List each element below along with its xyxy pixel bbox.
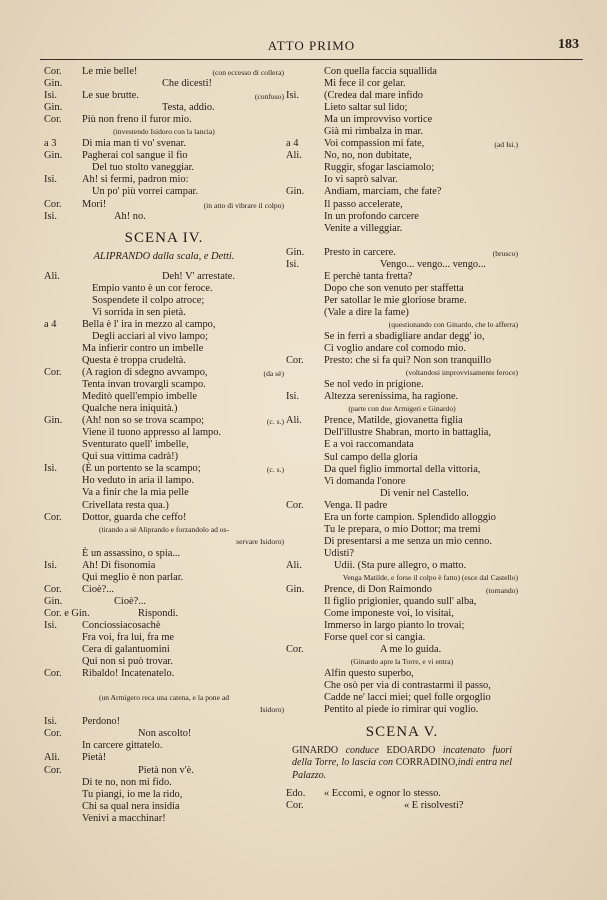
- verse-line: Empio vanto è un cor feroce.: [92, 282, 213, 294]
- verse-line: [286, 235, 518, 247]
- verse-line: Pentito al piede io rimirar qui voglio.: [324, 704, 479, 716]
- verse-line: Ali. Deh! V' arrestate.: [44, 270, 235, 282]
- stage-direction: (voltandosi improvvisamente feroce): [405, 368, 518, 378]
- verse-line: Dopo che son venuto per staffetta: [324, 282, 464, 294]
- verse-line: Tenta invan trovargli scampo.: [82, 379, 206, 391]
- verse-line: Vi domanda l'onore: [324, 475, 406, 487]
- verse-line: Ali. No, no, non dubitate,: [286, 150, 412, 162]
- verse-line: Come imponeste voi, lo visitai,: [324, 608, 454, 620]
- verse-line: a 4 Bella è l' ira in mezzo al campo,: [44, 318, 216, 330]
- verse-line: E perchè tanta fretta?: [324, 270, 413, 282]
- verse-line: Cor. A me lo guida.: [286, 644, 442, 656]
- verse-line: Un po' più vorrei campar.: [92, 186, 199, 198]
- verse-line: Alfin questo superbo,: [324, 668, 414, 680]
- verse-line: a 4 Voi compassion mi fate, (ad Isi.): [286, 138, 518, 150]
- verse-line: Qui meglio è non parlar.: [82, 571, 184, 583]
- verse-line: Qui sua vittima cadrà!): [82, 451, 179, 463]
- stage-direction: (tirando a sè Aliprando e forzandolo ad os-: [98, 524, 230, 534]
- right-column: [286, 66, 518, 812]
- verse-line: Io vi saprò salvar.: [324, 174, 398, 186]
- verse-line: Isi. Ah! Di fisonomia: [44, 559, 156, 571]
- verse-line: Isi. Perdono!: [44, 716, 121, 728]
- verse-line: Se nol vedo in prigione.: [324, 379, 424, 391]
- verse-line: Ma infierir contro un imbelle: [82, 342, 204, 354]
- verse-line: Isi. (È un portento se la scampo; (c. s.): [44, 463, 284, 475]
- stage-direction: (questionando con Ginardo, che lo afferra): [388, 319, 518, 329]
- verse-line: E a voi raccomandata: [324, 439, 414, 451]
- verse-line: Venivi a macchinar!: [82, 812, 166, 824]
- verse-line: Il passo accelerate,: [324, 198, 403, 210]
- verse-line: Del tuo stolto vaneggiar.: [92, 162, 195, 174]
- verse-line: Che osò per via di contrastarmi il passo,: [324, 680, 491, 692]
- verse-line: Gin. Testa, addio.: [44, 102, 215, 114]
- scene-heading: SCENA IV.: [124, 229, 204, 246]
- verse-line: Ali. Prence, Matilde, giovanetta figlia: [286, 415, 463, 427]
- verse-line: Cor. Venga. Il padre: [286, 499, 388, 511]
- verse-line: Già mi rimbalza in mar.: [324, 126, 423, 138]
- verse-line: Isi. (Credea dal mare infido: [286, 90, 423, 102]
- page-header: [40, 38, 583, 56]
- verse-line: Se in ferri a sbadigliare andar degg' io,: [324, 331, 485, 343]
- verse-line: Ali. Udii. (Sta pure allegro, o matto.: [286, 559, 467, 571]
- verse-line: Immerso in largo pianto lo trovai;: [324, 620, 465, 632]
- header-rule: [40, 59, 583, 60]
- verse-line: Cadde ne' lacci miei; quel folle orgoglio: [324, 692, 491, 704]
- verse-line: Sventurato quell' imbelle,: [82, 439, 189, 451]
- verse-line: Di venir nel Castello.: [380, 487, 469, 499]
- stage-direction: (investendo Isidoro con la lancia): [113, 127, 215, 137]
- verse-line: In carcere gittatelo.: [82, 740, 163, 752]
- verse-line: Cor. (A ragion di sdegno avvampo, (da sè): [44, 366, 284, 378]
- verse-line: Isi. Ah! si fermi, padron mio:: [44, 174, 189, 186]
- scene-stage-direction: GINARDO conduce EDOARDO incatenato fuori della Torre, lo lascia con CORRADINO,indi entra nel Palazzo.: [292, 744, 513, 781]
- page-number: 183: [558, 37, 579, 52]
- verse-line: Gin. (Ah! non so se trova scampo; (c. s.): [44, 415, 284, 427]
- verse-line: a 3 Di mia man ti vo' svenar.: [44, 138, 187, 150]
- verse-line: Di presentarsi a me senza un mio cenno.: [324, 535, 492, 547]
- verse-line: Chi sa qual nera insidia: [82, 800, 180, 812]
- verse-line: [44, 680, 284, 692]
- verse-line: Va a finir che la mia pelle: [82, 487, 189, 499]
- verse-line: Tu le prepara, o mio Dottor; ma tremi: [324, 523, 481, 535]
- verse-line: Cor. Più non freno il furor mio.: [44, 114, 192, 126]
- scene-heading: SCENA V.: [365, 723, 439, 740]
- verse-line: Gin. Cioè?...: [44, 595, 147, 607]
- verse-line: Da quel figlio immortal della vittoria,: [324, 463, 481, 475]
- verse-line: Tu piangi, io me la rido,: [82, 788, 183, 800]
- stage-direction: (un Armigero reca una catena, e la pone ad: [98, 693, 230, 703]
- verse-line: Gin. Presto in carcere. (brusco): [286, 246, 518, 258]
- verse-line: Per satollar le mie gloriose brame.: [324, 294, 467, 306]
- stage-direction: (parte con due Armigeri e Ginardo): [348, 404, 456, 414]
- stage-direction: servare Isidoro): [236, 536, 284, 546]
- verse-line: Isi. Ah! no.: [44, 210, 146, 222]
- verse-line: Udisti?: [324, 547, 355, 559]
- verse-line: Qualche nera iniquità.): [82, 403, 178, 415]
- verse-line: In un profondo carcere: [324, 210, 419, 222]
- verse-line: Isi. Altezza serenissima, ha ragione.: [286, 391, 459, 403]
- stage-direction: (Ginardo apre la Torre, e vi entra): [350, 657, 454, 667]
- verse-line: Cor. Mori! (in atto di vibrare il colpo): [44, 198, 284, 210]
- verse-line: Cor. Presto: che si fa qui? Non son tranquillo: [286, 355, 492, 367]
- verse-line: (Vale a dire la fame): [324, 306, 409, 318]
- verse-line: Sul campo della gloria: [324, 451, 418, 463]
- verse-line: Cor. e Gin. Rispondi.: [44, 607, 179, 619]
- verse-line: Lieto saltar sul lido;: [324, 102, 408, 114]
- verse-line: Cor. Cioè?...: [44, 583, 115, 595]
- verse-line: Edo. « Eccomi, e ognor lo stesso.: [286, 788, 441, 800]
- verse-line: Qui non si può trovar.: [82, 656, 173, 668]
- verse-line: Gin. Pagherai col sangue il fio: [44, 150, 188, 162]
- verse-line: Dell'illustre Shabran, morto in battaglia,: [324, 427, 491, 439]
- verse-line: Ali. Pietà!: [44, 752, 107, 764]
- verse-line: Cera di galantuomini: [82, 644, 170, 656]
- running-title: ATTO PRIMO: [267, 38, 356, 53]
- verse-line: Cor. Le mie belle! (con eccesso di collera): [44, 66, 284, 77]
- verse-line: Ho veduto in aria il lampo.: [82, 475, 194, 487]
- verse-line: Degli acciari al vivo lampo;: [92, 330, 208, 342]
- verse-line: Ci voglio andare col comodo mio.: [324, 343, 466, 355]
- verse-line: Di te no, non mi fido.: [82, 776, 172, 788]
- stage-direction: Isidoro): [259, 705, 284, 715]
- verse-line: Ruggir, sfogar lasciamolo;: [324, 162, 435, 174]
- verse-line: Mi fece il cor gelar.: [324, 78, 406, 90]
- verse-line: Cor. « E risolvesti?: [286, 800, 464, 812]
- verse-line: Ma un improvviso vortice: [324, 114, 433, 126]
- verse-line: Gin. Che dicesti!: [44, 78, 212, 90]
- left-column: [44, 66, 284, 825]
- verse-line: È un assassino, o spia...: [82, 547, 181, 559]
- verse-line: Il figlio prigionier, quando sull' alba,: [324, 596, 477, 608]
- verse-line: Isi. Le sue brutte. (confuso): [44, 90, 284, 102]
- verse-line: Questa è troppa crudeltà.: [82, 354, 186, 366]
- verse-line: Fra voi, fra lui, fra me: [82, 632, 175, 644]
- verse-line: Isi. Conciossiacosachè: [44, 619, 161, 631]
- verse-line: Cor. Non ascolto!: [44, 728, 192, 740]
- verse-line: Forse quel cor si cangia.: [324, 632, 426, 644]
- verse-line: Vi sorrida in sen pietà.: [92, 306, 186, 318]
- verse-line: Isi. Vengo... vengo... vengo...: [286, 258, 486, 270]
- verse-line: Venite a villeggiar.: [324, 222, 403, 234]
- verse-line: Cor. Pietà non v'è.: [44, 764, 194, 776]
- stage-direction: Venga Matilde, e forse il colpo è fatto) (esce dal Castello): [342, 572, 518, 582]
- scene-stage-direction: ALIPRANDO dalla scala, e Detti.: [93, 250, 235, 262]
- verse-line: Cor. Ribaldo! Incatenatelo.: [44, 668, 175, 680]
- verse-line: Viene il tuono appresso al lampo.: [82, 427, 222, 439]
- verse-line: Gin. Andiam, marciam, che fate?: [286, 186, 442, 198]
- verse-line: Con quella faccia squallida: [324, 66, 437, 77]
- verse-line: Meditò quell'empio imbelle: [82, 391, 197, 403]
- verse-line: Crivellata resta qua.): [82, 499, 169, 511]
- verse-line: Sospendete il colpo atroce;: [92, 294, 205, 306]
- verse-line: Cor. Dottor, guarda che ceffo!: [44, 511, 187, 523]
- verse-line: Gin. Prence, di Don Raimondo (tornando): [286, 584, 518, 596]
- verse-line: Era un forte campion. Splendido alloggio: [324, 511, 496, 523]
